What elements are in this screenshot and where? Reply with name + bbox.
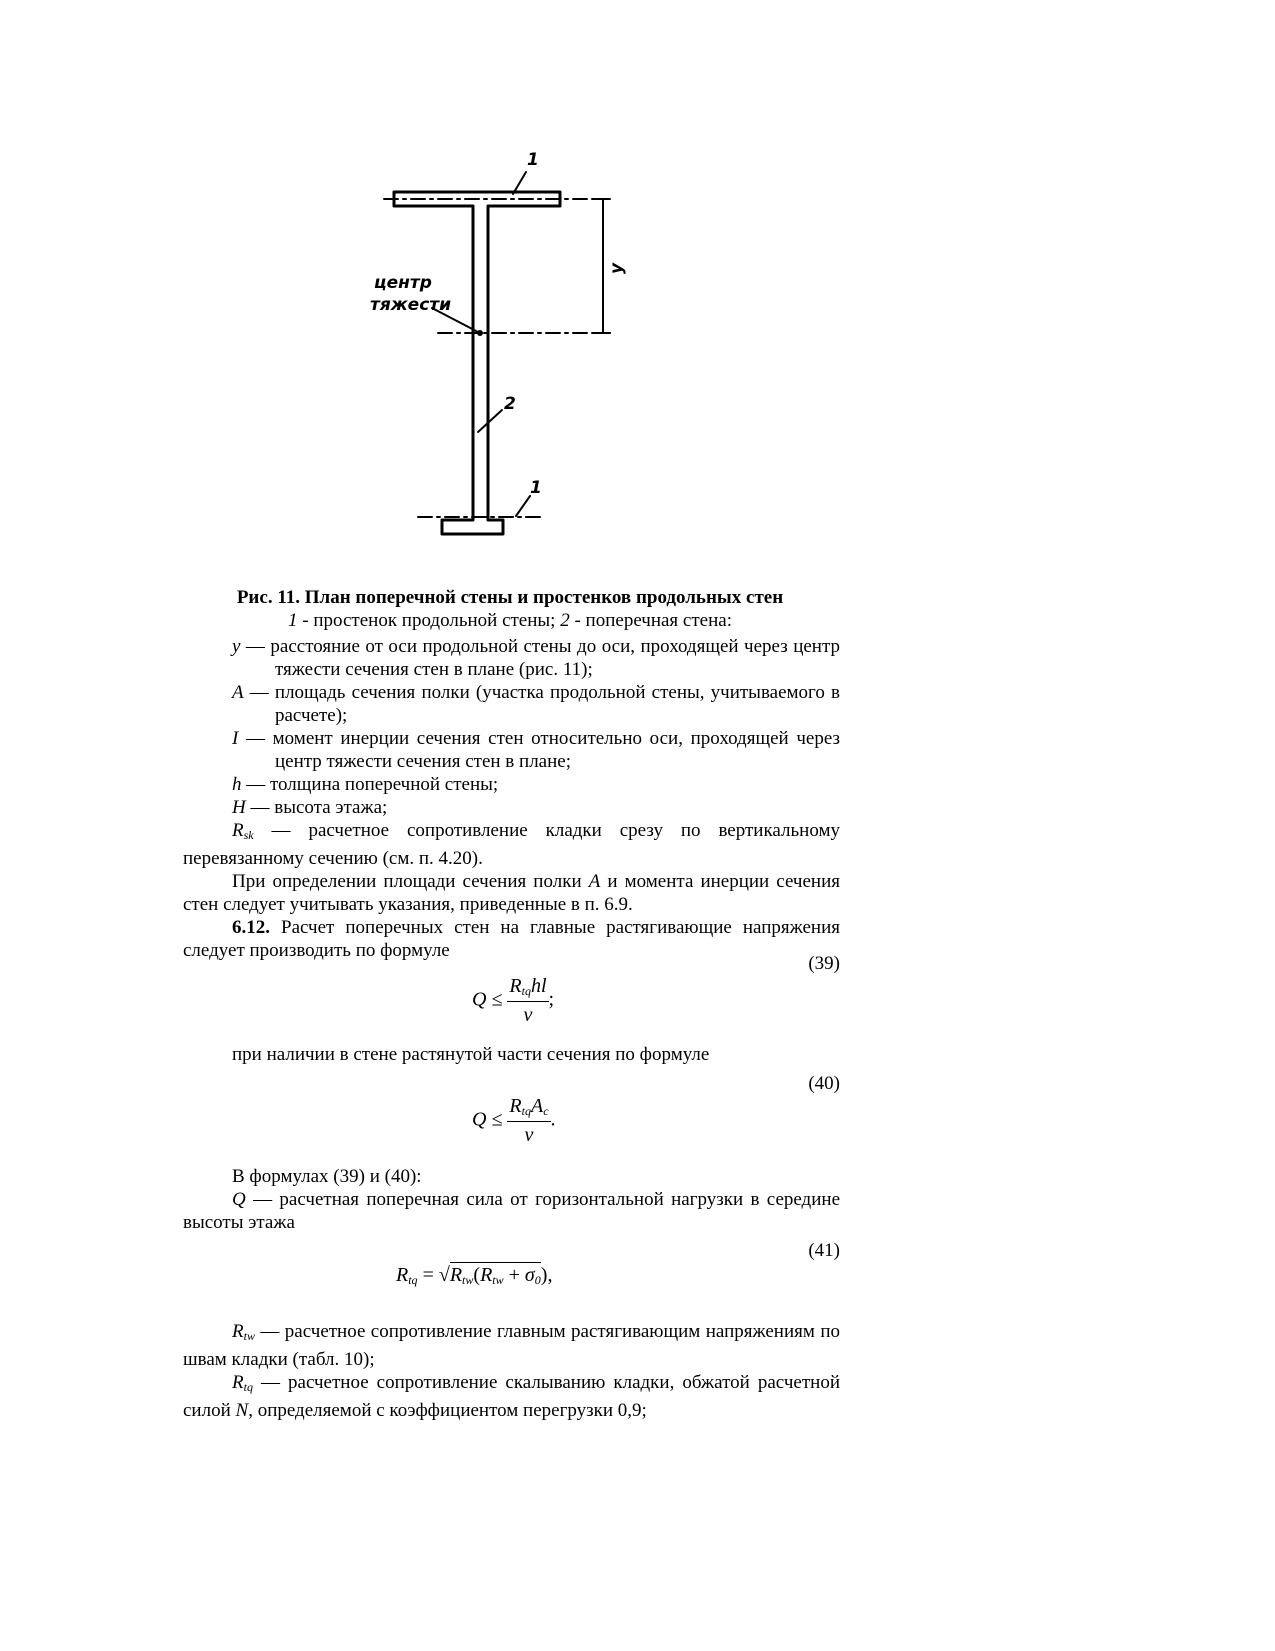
paragraph-tension: при наличии в стене растянутой части сечения по формуле	[232, 1044, 710, 1065]
eq41-plus: +	[503, 1264, 525, 1286]
symbol-n: N	[235, 1400, 249, 1421]
definition-q	[183, 1188, 840, 1234]
paragraph-tension-wrap	[183, 1043, 840, 1066]
eq41-inner1: R	[449, 1264, 463, 1286]
eq40-num-r: R	[509, 1095, 522, 1117]
final-definitions-block	[183, 1320, 840, 1422]
definition-rtq	[183, 1371, 840, 1422]
definition-rtw	[183, 1320, 840, 1371]
eq39-tail: ;	[548, 988, 555, 1011]
symbol-q: Q	[232, 1189, 246, 1210]
eq41-inner2-sub: tw	[492, 1273, 504, 1287]
symbol-rsk: R	[232, 820, 244, 841]
equation-41-number: (41)	[808, 1240, 840, 1261]
definition-rtq-text2: , определяемой с коэффициентом перегрузки 0,9;	[248, 1400, 647, 1421]
legend-num-1: 1	[288, 610, 298, 631]
figure-label-1-bottom: 1	[530, 478, 542, 498]
equation-41	[396, 1262, 552, 1288]
symbol-i: I	[232, 728, 239, 749]
symbol-hh: H	[232, 797, 246, 818]
symbol-rtq-sub: tq	[243, 1380, 253, 1394]
eq41-r-sub: tq	[408, 1273, 418, 1287]
definition-i	[183, 727, 840, 773]
equation-39-lhs: Q ≤	[472, 988, 503, 1011]
definition-h	[183, 773, 840, 796]
wall-section-drawing	[370, 148, 670, 558]
definition-hh-text: — высота этажа;	[245, 797, 388, 818]
legend-text-1: - простенок продольной стены;	[297, 610, 561, 631]
sqrt-icon: √	[438, 1264, 450, 1286]
figure-label-1-top: 1	[527, 150, 539, 170]
definition-hh	[183, 796, 840, 819]
equation-40	[472, 1095, 556, 1147]
paragraph-area-after: и момента инерции сечения стен следует учитывать указания, приведенные в п. 6.9.	[183, 871, 840, 915]
figure-caption-legend	[180, 610, 840, 632]
figure-label-dimension-y: у	[607, 262, 628, 275]
eq41-sigma: σ	[524, 1264, 535, 1286]
symbol-rtw: R	[232, 1321, 244, 1342]
paragraph-area-before: При определении площади сечения полки	[232, 871, 589, 892]
paragraph-formulas: В формулах (39) и (40):	[232, 1166, 422, 1187]
symbol-rsk-sub: sk	[243, 828, 254, 842]
equation-39	[472, 975, 554, 1027]
equation-40-lhs: Q ≤	[472, 1108, 503, 1131]
eq40-tail: .	[550, 1108, 556, 1131]
eq40-num-a-sub: c	[543, 1104, 549, 1118]
eq41-sigma-sub: 0	[534, 1273, 541, 1287]
figure-caption-title: Рис. 11. План поперечной стены и простенков продольных стен	[236, 587, 784, 608]
eq41-inner1-sub: tw	[462, 1273, 474, 1287]
eq39-num-sub: tq	[521, 984, 531, 998]
definition-rsk	[183, 819, 840, 870]
section-number-6-12: 6.12.	[232, 917, 270, 938]
equation-39-number: (39)	[808, 953, 840, 974]
figure-label-center-1: центр	[374, 273, 432, 293]
definition-a	[183, 681, 840, 727]
symbol-rtq: R	[232, 1372, 244, 1393]
definition-rtq-text1: — расчетное сопротивление скалыванию кладки, обжатой расчетной силой	[183, 1372, 840, 1421]
definition-q-text: — расчетная поперечная сила от горизонтальной нагрузки в середине высоты этажа	[183, 1189, 840, 1233]
definition-y-text: — расстояние от оси продольной стены до оси, проходящей через центр тяжести сечения стен в плане (рис. 11);	[240, 636, 840, 680]
eq40-num-sub: tq	[521, 1104, 531, 1118]
definitions-block	[183, 635, 840, 962]
eq41-equals: =	[417, 1264, 439, 1286]
eq40-den: v	[524, 1124, 534, 1146]
eq40-num-a: A	[530, 1095, 544, 1117]
paragraph-area-symbol: А	[588, 871, 601, 892]
eq41-r: R	[396, 1264, 409, 1286]
eq41-paren-close: )	[540, 1264, 548, 1286]
figure-11	[370, 148, 670, 558]
equation-40-number: (40)	[808, 1073, 840, 1094]
symbol-y: у	[232, 636, 241, 657]
equation-40-fraction	[507, 1095, 550, 1147]
figure-label-2: 2	[504, 394, 516, 414]
symbol-h: h	[232, 774, 242, 795]
eq41-paren-open: (	[473, 1264, 481, 1286]
paragraph-area	[183, 870, 840, 916]
definition-rtw-text: — расчетное сопротивление главным растягивающим напряжениям по швам кладки (табл. 10);	[183, 1321, 840, 1370]
definition-h-text: — толщина поперечной стены;	[241, 774, 499, 795]
eq39-den: v	[523, 1004, 533, 1026]
eq41-inner2: R	[480, 1264, 493, 1286]
definition-y	[183, 635, 840, 681]
figure-label-center-2: тяжести	[370, 295, 452, 315]
eq39-num-rest: hl	[530, 975, 547, 997]
legend-num-2: 2	[560, 610, 570, 631]
symbol-a: А	[232, 682, 244, 703]
definition-a-text: — площадь сечения полки (участка продольной стены, учитываемого в расчете);	[243, 682, 840, 726]
symbol-rtw-sub: tw	[243, 1329, 255, 1343]
formula-notes-block	[183, 1165, 840, 1234]
definition-i-text: — момент инерции сечения стен относительно оси, проходящей через центр тяжести сечения стен в плане;	[238, 728, 840, 772]
paragraph-6-12	[183, 916, 840, 962]
legend-text-2: - поперечная стена:	[569, 610, 732, 631]
equation-39-fraction	[507, 975, 548, 1027]
paragraph-6-12-text: Расчет поперечных стен на главные растягивающие напряжения следует производить по формуле	[183, 917, 840, 961]
eq41-radicand	[450, 1262, 541, 1288]
eq41-tail: ,	[547, 1264, 553, 1286]
eq39-num-r: R	[509, 975, 522, 997]
definition-rsk-text: — расчетное сопротивление кладки срезу по вертикальному перевязанному сечению (см. п. 4.20).	[183, 820, 840, 869]
